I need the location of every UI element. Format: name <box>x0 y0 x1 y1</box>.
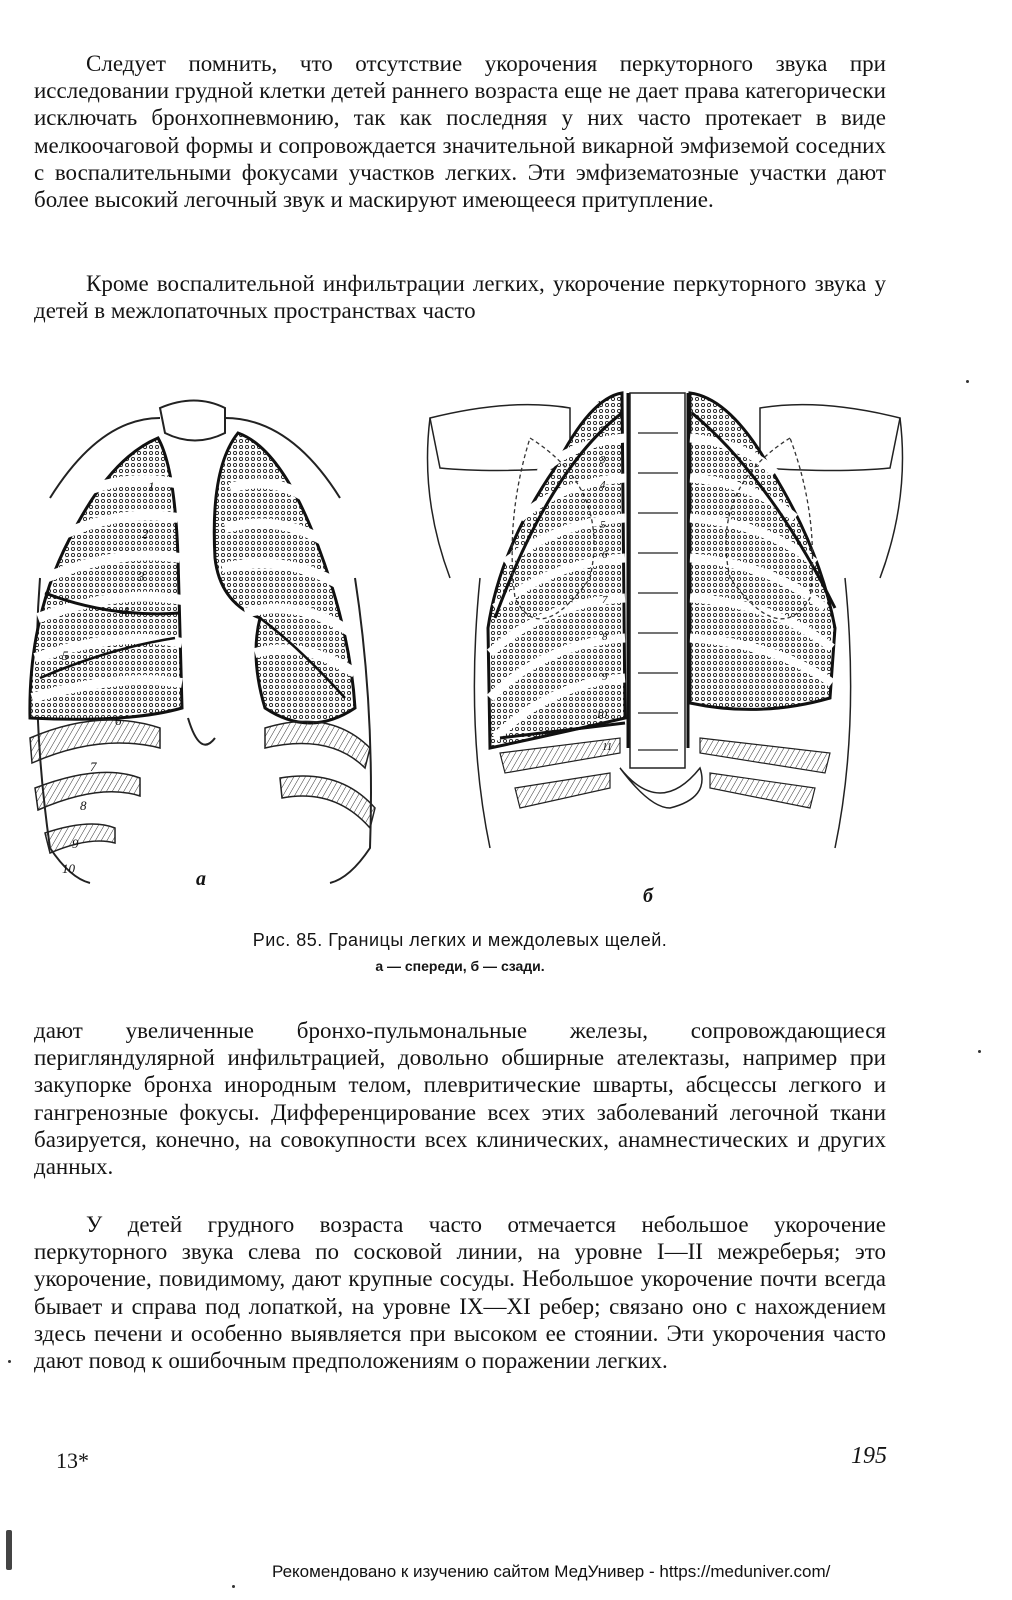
scan-artifact <box>6 1530 12 1570</box>
figure-lungs-diagram <box>10 378 1000 918</box>
page-number: 195 <box>851 1443 887 1469</box>
speck <box>966 380 969 383</box>
paragraph-2: Кроме воспалительной инфильтрации легких, укорочение перкуторного звука у детей в межлопаточных пространствах часто <box>34 271 886 324</box>
speck <box>8 1360 11 1363</box>
front-rib-number: 7 <box>90 759 97 774</box>
front-rib-number: 5 <box>62 648 69 663</box>
back-rib-number: 3 <box>600 454 606 466</box>
paragraph-1: Следует помнить, что отсутствие укорочения перкуторного звука при исследовании грудной клетки детей раннего возраста еще не дает права категорически исключать бронхопневмонию, так как последняя у них часто протекает в виде мелкоочаговой формы и сопровождается значительной викарной эмфиземой соседних с воспалительными фокусами участков легких. Эти эмфизематозные участки дают более высокий легочный звук и маскируют имеющееся притупление. <box>34 51 886 213</box>
front-view-diagram <box>30 401 375 884</box>
front-rib-number: 10 <box>62 861 75 876</box>
paragraph-3: дают увеличенные бронхо-пульмональные железы, сопровождающиеся перигляндулярной инфильтрацией, довольно обширные ателектазы, например при закупорке бронха инородным телом, плевритические шварты, абсцессы легкого и гангренозные фокусы. Дифференцирование всех этих заболеваний легочной ткани базируется, конечно, на совокупности всех клинических, анамнестических и других данных. <box>34 1018 886 1180</box>
figure-label-b: б <box>643 885 653 907</box>
back-rib-number: 6 <box>602 549 608 561</box>
figure-subcaption: а — спереди, б — сзади. <box>375 958 545 974</box>
back-rib-number: 7 <box>602 594 608 606</box>
speck <box>232 1585 235 1588</box>
front-rib-number: 6 <box>115 713 122 728</box>
back-rib-number: 2 <box>600 424 606 436</box>
back-view-diagram <box>428 393 903 848</box>
back-rib-number: 1 <box>596 399 602 411</box>
footer-link[interactable]: Рекомендовано к изучению сайтом МедУнивер - https://meduniver.com/ <box>272 1562 831 1581</box>
back-rib-number: 8 <box>602 631 608 643</box>
back-rib-number: 10 <box>596 709 607 721</box>
paragraph-4: У детей грудного возраста часто отмечается небольшое укорочение перкуторного звука слева по сосковой линии, на уровне I—II межреберья; это укорочение, повидимому, дают крупные сосуды. Небольшое укорочение почти всегда бывает и справа под лопаткой, на уровне IX—XI ребер; связано оно с нахождением здесь печени и особенно выявляется при высоком ее стоянии. Эти укорочения часто дают повод к ошибочным предположениям о поражении легких. <box>34 1212 886 1374</box>
front-rib-number: 1 <box>148 479 155 494</box>
front-rib-number: 4 <box>122 604 129 619</box>
front-rib-number: 9 <box>72 836 79 851</box>
back-rib-number: 5 <box>600 519 606 531</box>
speck <box>978 1050 981 1053</box>
back-rib-number: 4 <box>600 479 606 491</box>
signature-mark: 13* <box>56 1448 89 1473</box>
front-rib-number: 8 <box>80 798 87 813</box>
back-rib-number: 11 <box>602 741 613 753</box>
front-rib-number: 2 <box>142 526 149 541</box>
figure-label-a: a <box>196 868 206 890</box>
front-rib-number: 3 <box>138 569 145 584</box>
back-rib-number: 9 <box>602 671 608 683</box>
figure-caption: Рис. 85. Границы легких и междолевых щелей. <box>252 930 668 950</box>
